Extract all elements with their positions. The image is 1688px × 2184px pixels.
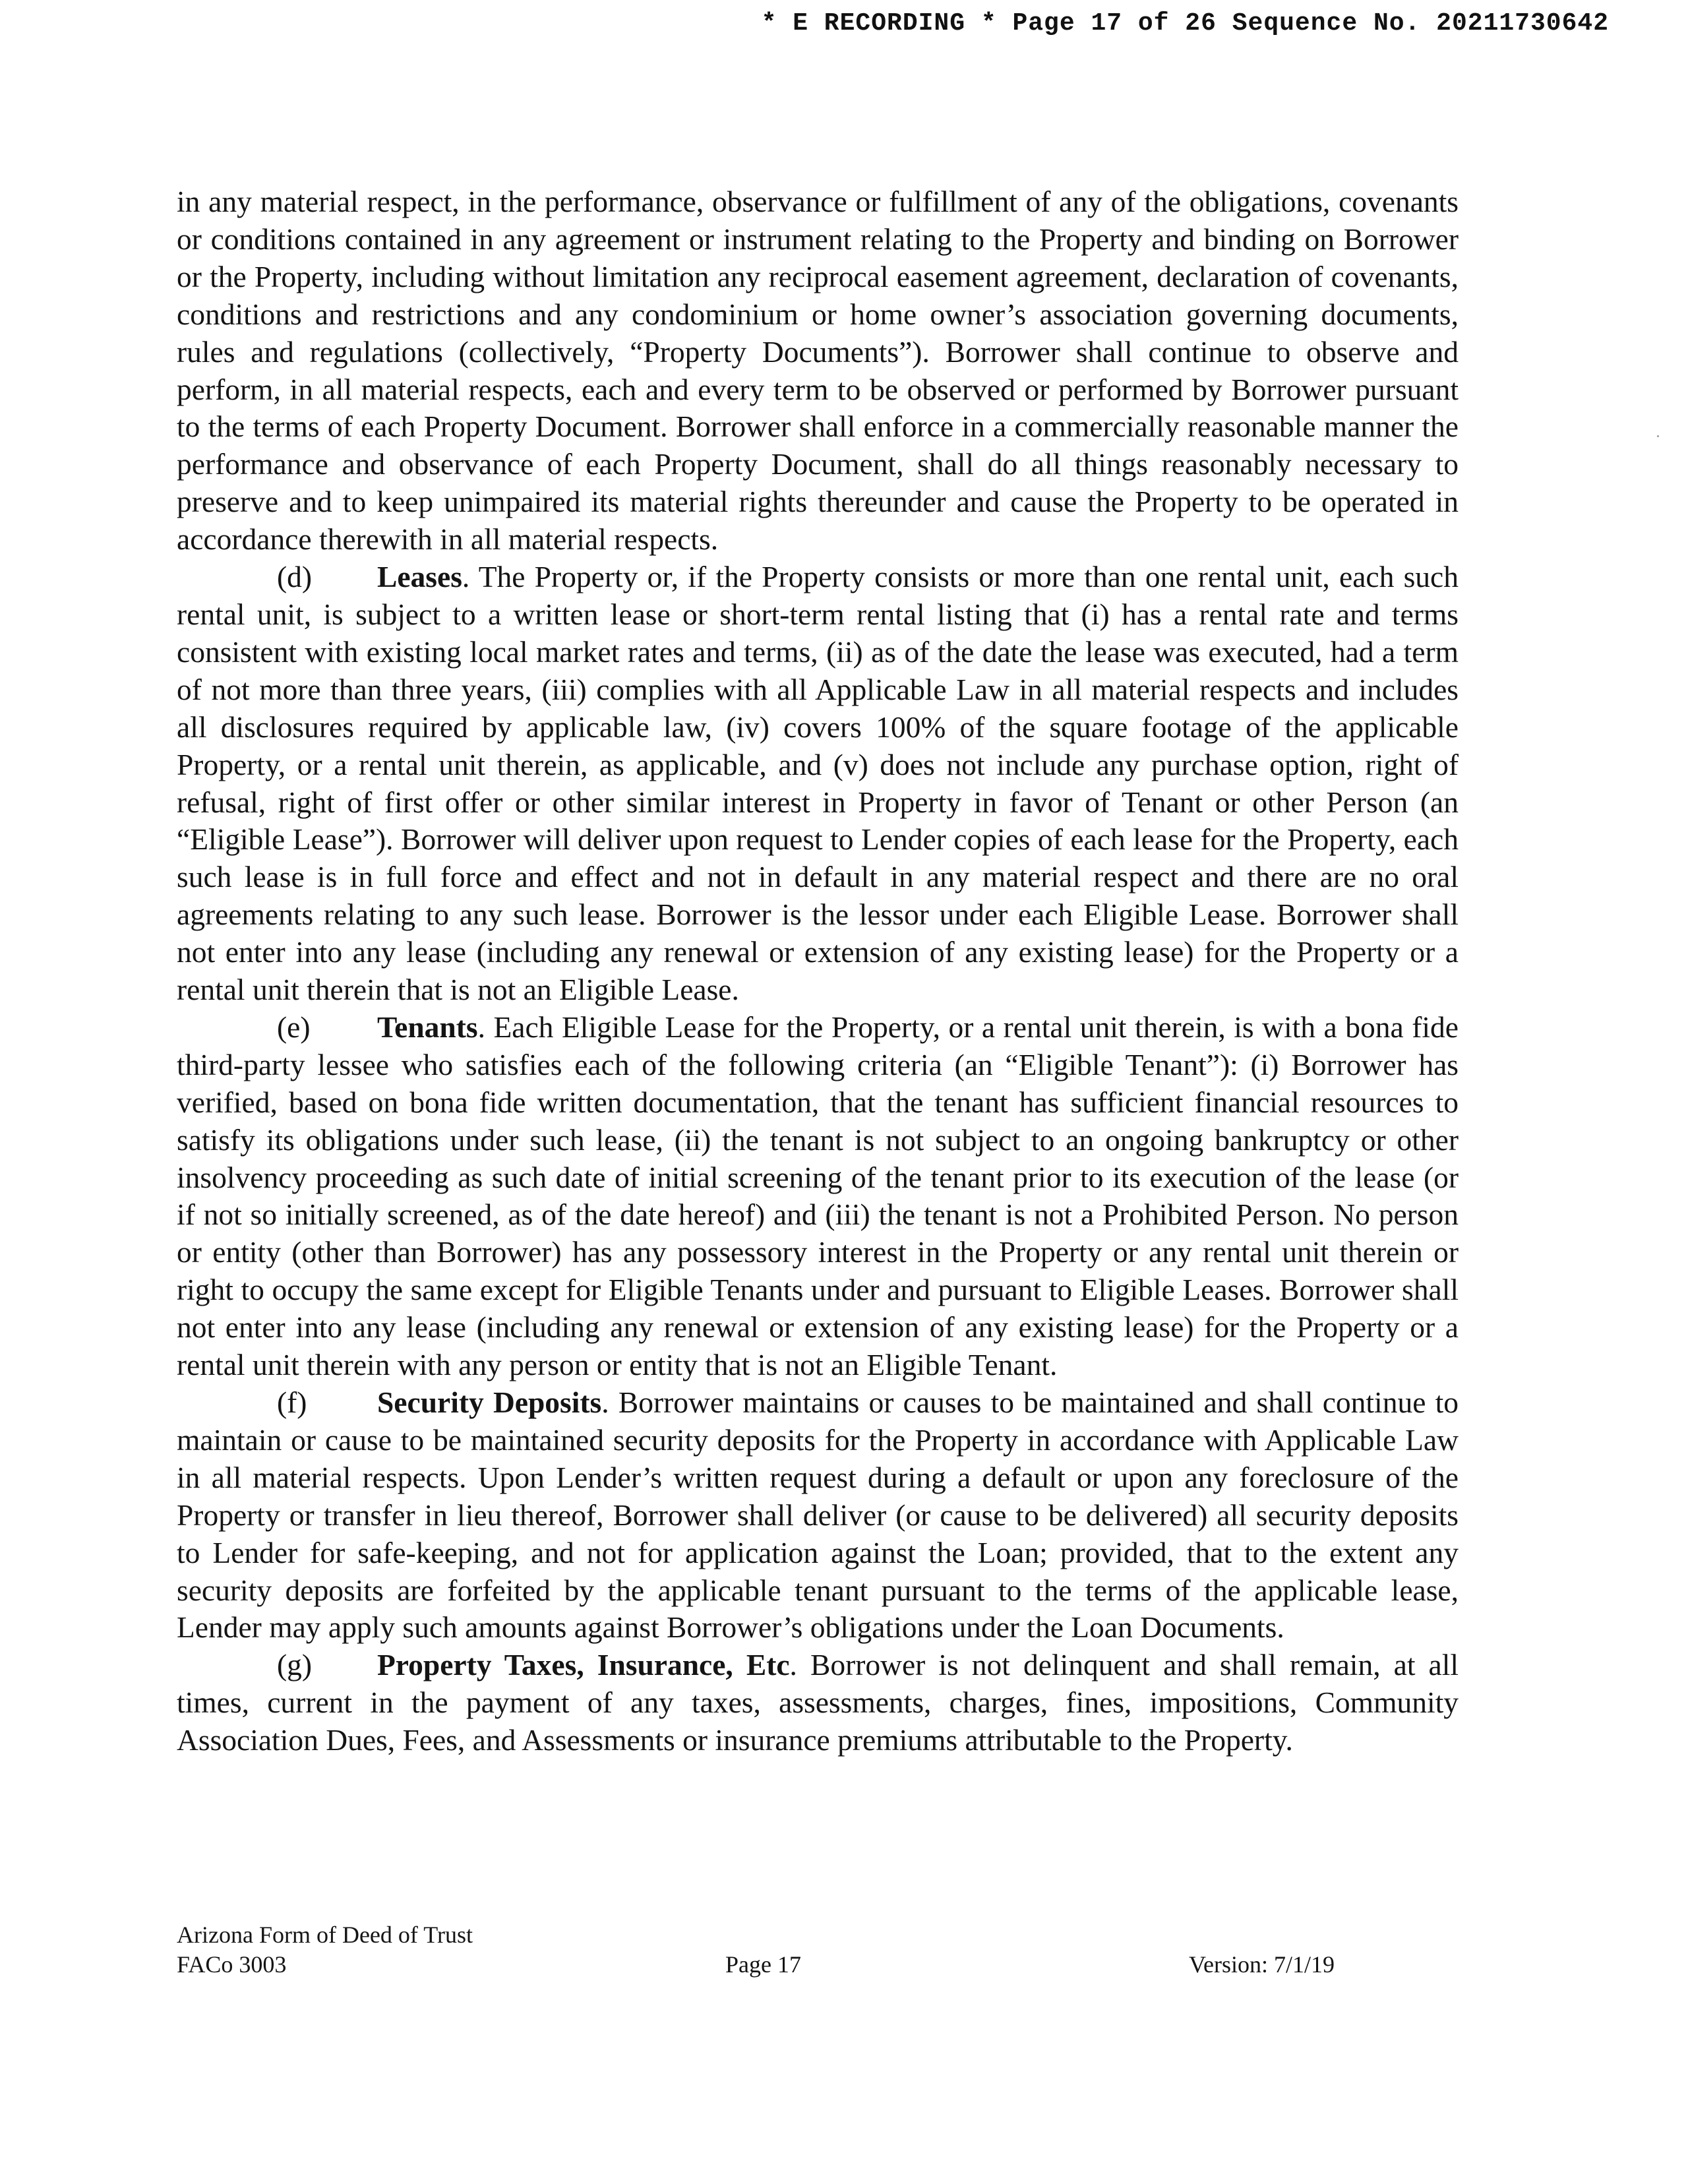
section-heading: Property Taxes, Insurance, Etc <box>377 1648 790 1682</box>
section-marker: (g) <box>277 1648 313 1682</box>
section-heading: Tenants <box>377 1010 478 1044</box>
section-marker: (d) <box>277 560 313 594</box>
section-heading: Leases <box>377 560 462 594</box>
section-marker: (f) <box>277 1385 307 1419</box>
section-marker: (e) <box>277 1010 311 1044</box>
section-text: . Borrower maintains or causes to be maintained and shall continue to maintain or cause to be maintained security deposits for the Property in accordance with Applicable Law in all material respects. Upon Lender’s written request during a default or upon any foreclosure of the Property or transfer in lieu thereof, Borrower shall deliver (or cause to be delivered) all security deposits to Lender for safe-keeping, and not for application against the Loan; provided, that to the extent any security deposits are forfeited by the applicable tenant pursuant to the terms of the applicable lease, Lender may apply such amounts against Borrower’s obligations under the Loan Documents. <box>177 1385 1459 1645</box>
section-g-property-taxes <box>177 1647 1459 1759</box>
section-heading: Security Deposits <box>377 1385 602 1419</box>
recording-stamp: * E RECORDING * Page 17 of 26 Sequence No. 20211730642 <box>761 9 1609 38</box>
section-text: . The Property or, if the Property consists or more than one rental unit, each such rental unit, is subject to a written lease or short-term rental listing that (i) has a rental rate and terms consistent with existing local market rates and terms, (ii) as of the date the lease was executed, had a term of not more than three years, (iii) complies with all Applicable Law in all material respects and includes all disclosures required by applicable law, (iv) covers 100% of the square footage of the applicable Property, or a rental unit therein, as applicable, and (v) does not include any purchase option, right of refusal, right of first offer or other similar interest in Property in favor of Tenant or other Person (an “Eligible Lease”). Borrower will deliver upon request to Lender copies of each lease for the Property, each such lease is in full force and effect and not in default in any material respect and there are no oral agreements relating to any such lease. Borrower is the lessor under each Eligible Lease. Borrower shall not enter into any lease (including any renewal or extension of any existing lease) for the Property or a rental unit therein that is not an Eligible Lease. <box>177 560 1459 1007</box>
footer-form-info <box>177 1920 473 1980</box>
continuation-paragraph: in any material respect, in the performance, observance or fulfillment of any of the obligations, covenants or conditions contained in any agreement or instrument relating to the Property and binding on Borrower or the Property, including without limitation any reciprocal easement agreement, declaration of covenants, conditions and restrictions and any condominium or home owner’s association governing documents, rules and regulations (collectively, “Property Documents”). Borrower shall continue to observe and perform, in all material respects, each and every term to be observed or performed by Borrower pursuant to the terms of each Property Document. Borrower shall enforce in a commercially reasonable manner the performance and observance of each Property Document, shall do all things reasonably necessary to preserve and to keep unimpaired its material rights thereunder and cause the Property to be operated in accordance therewith in all material respects. <box>177 185 1459 557</box>
section-e-tenants <box>177 1009 1459 1384</box>
section-text: . Each Eligible Lease for the Property, or a rental unit therein, is with a bona fide third-party lessee who satisfies each of the following criteria (an “Eligible Tenant”): (i) Borrower has verified, based on bona fide written documentation, that the tenant has sufficient financial resources to satisfy its obligations under such lease, (ii) the tenant is not subject to an ongoing bankruptcy or other insolvency proceeding as such date of initial screening of the tenant prior to its execution of the lease (or if not so initially screened, as of the date hereof) and (iii) the tenant is not a Prohibited Person. No person or entity (other than Borrower) has any possessory interest in the Property or any rental unit therein or right to occupy the same except for Eligible Tenants under and pursuant to Eligible Leases. Borrower shall not enter into any lease (including any renewal or extension of any existing lease) for the Property or a rental unit therein with any person or entity that is not an Eligible Tenant. <box>177 1010 1459 1382</box>
section-d-leases <box>177 559 1459 1009</box>
footer-form-code: FACo 3003 <box>177 1951 287 1978</box>
section-text: . Borrower is not delinquent and shall remain, at all times, current in the payment of any taxes, assessments, charges, fines, impositions, Community Association Dues, Fees, and Assessments or insurance premiums attributable to the Property. <box>177 1648 1459 1757</box>
scan-speck <box>1657 435 1659 437</box>
document-body <box>177 183 1459 1759</box>
footer-page-number: Page 17 <box>725 1951 801 1978</box>
section-f-security-deposits <box>177 1384 1459 1647</box>
footer-version: Version: 7/1/19 <box>1189 1951 1335 1978</box>
footer-form-name: Arizona Form of Deed of Trust <box>177 1922 473 1948</box>
